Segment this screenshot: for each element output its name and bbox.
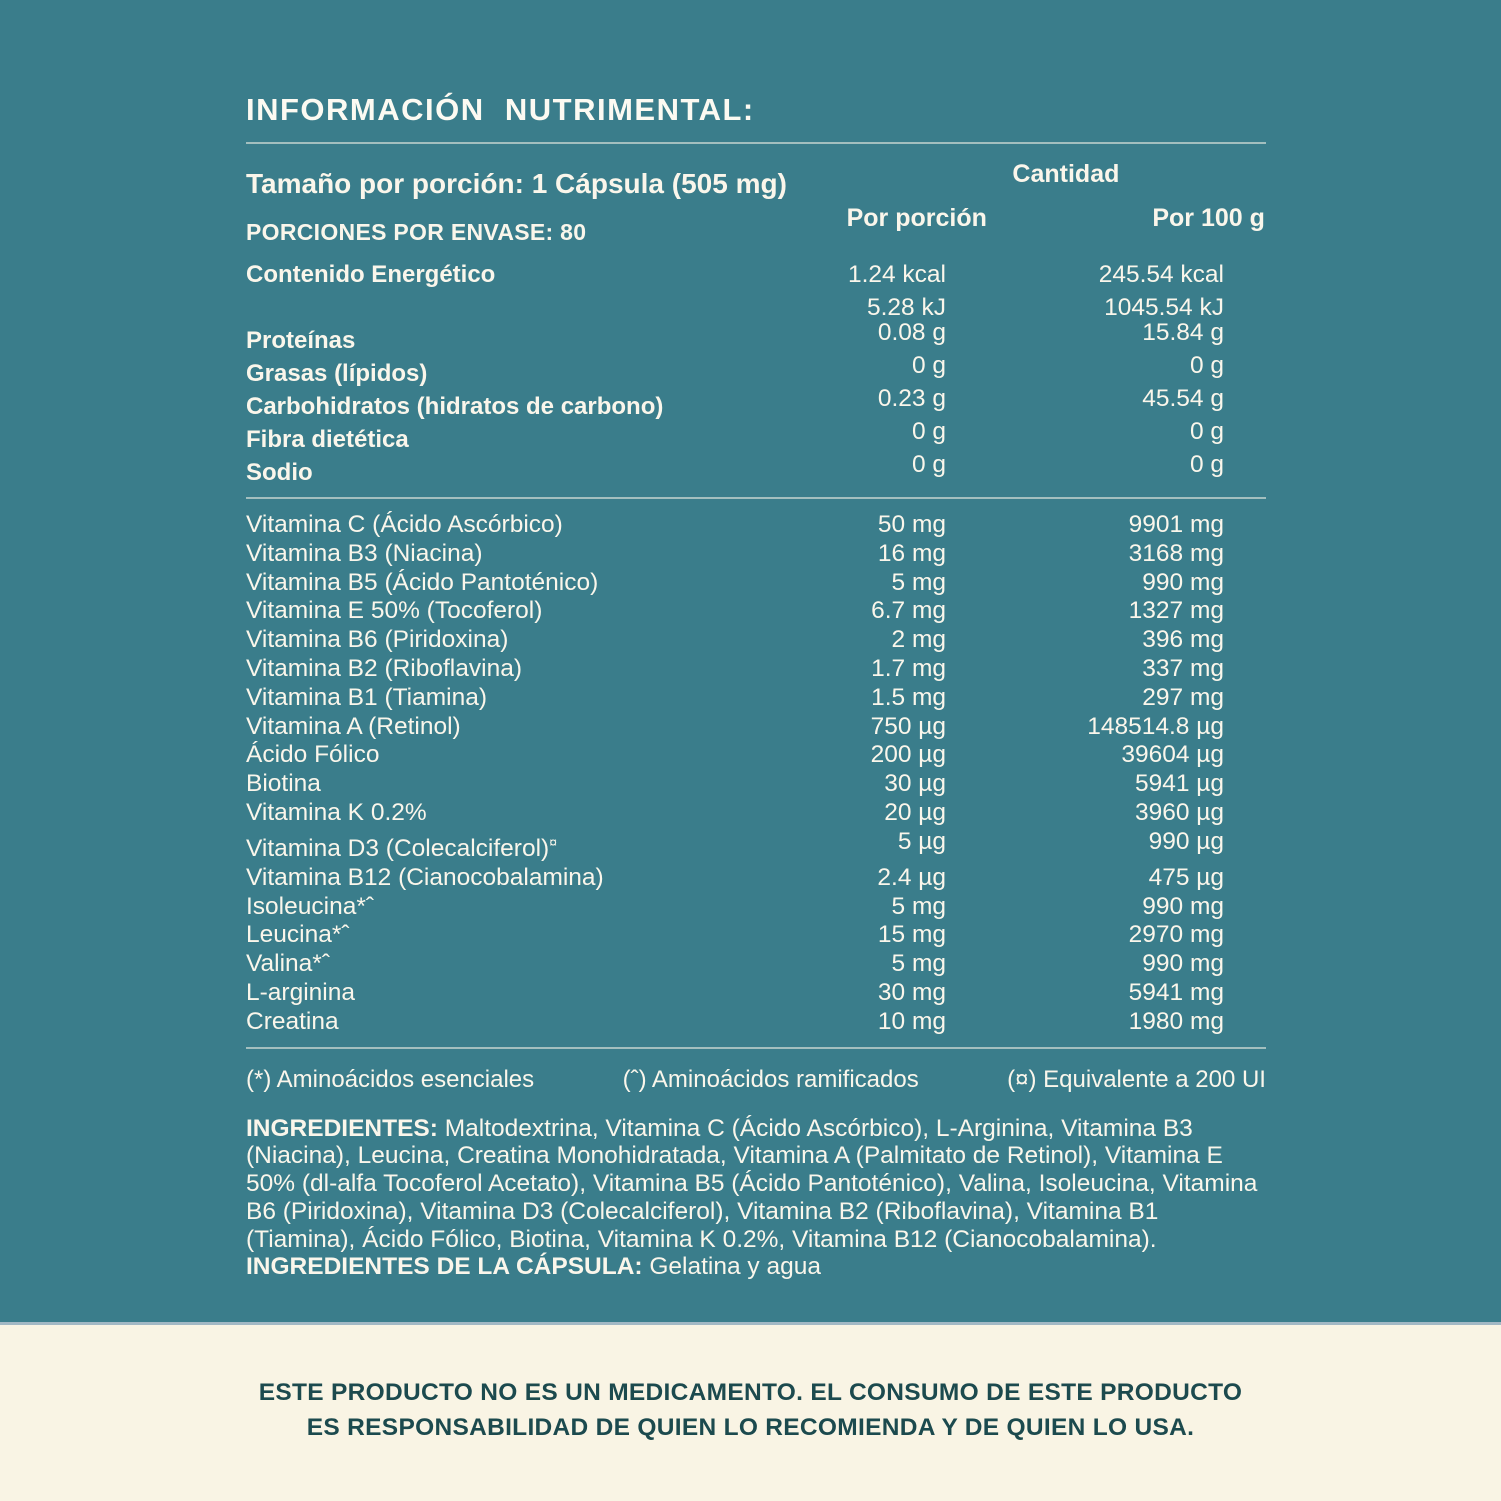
micro-name bbox=[246, 950, 746, 979]
micro-name bbox=[246, 569, 746, 598]
micro-row bbox=[246, 684, 1266, 713]
capsule-ingredients-list: Gelatina y agua bbox=[642, 1253, 821, 1281]
macro-value-per-100g: 0 g bbox=[1189, 451, 1224, 478]
macro-value-per-100g: 1045.54 kJ bbox=[1104, 294, 1224, 321]
micro-value-per-portion: 200 µg bbox=[870, 741, 946, 769]
micro-name bbox=[246, 864, 746, 893]
micro-value-per-100g: 148514.8 µg bbox=[1087, 712, 1224, 740]
micro-value-per-portion: 1.7 mg bbox=[871, 654, 946, 682]
macro-row bbox=[246, 451, 1266, 489]
micro-value-per-portion: 5 µg bbox=[897, 827, 946, 855]
micro-row bbox=[246, 569, 1266, 598]
micro-row bbox=[246, 741, 1266, 770]
micro-value-per-100g: 2970 mg bbox=[1128, 921, 1224, 949]
footnote-item: (ˆ) Aminoácidos ramificados bbox=[622, 1065, 919, 1093]
micro-value-per-portion: 750 µg bbox=[870, 712, 946, 740]
micro-row bbox=[246, 864, 1266, 893]
micro-value-per-100g: 1980 mg bbox=[1128, 1007, 1224, 1035]
macro-name: Fibra dietética bbox=[246, 426, 409, 453]
micro-value-per-100g: 5941 µg bbox=[1134, 770, 1224, 798]
title-divider bbox=[246, 142, 1266, 144]
micro-row bbox=[246, 597, 1266, 626]
macro-value-per-100g: 15.84 g bbox=[1142, 319, 1224, 346]
micro-name bbox=[246, 597, 746, 626]
micro-value-per-portion: 5 mg bbox=[891, 892, 946, 920]
micro-value-per-100g: 396 mg bbox=[1142, 626, 1224, 654]
macro-name: Contenido Energético bbox=[246, 261, 496, 288]
micro-value-per-100g: 990 mg bbox=[1142, 568, 1224, 596]
micro-name-text: L-arginina bbox=[246, 978, 355, 1006]
micro-value-per-portion: 2 mg bbox=[891, 626, 946, 654]
micro-name bbox=[246, 713, 746, 742]
macro-value-per-100g: 0 g bbox=[1189, 418, 1224, 445]
micros-table bbox=[246, 511, 1266, 1037]
micro-value-per-portion: 15 mg bbox=[877, 921, 946, 949]
micro-value-per-portion: 6.7 mg bbox=[871, 597, 946, 625]
column-header-per-portion: Por porción bbox=[846, 204, 987, 232]
macro-name: Carbohidratos (hidratos de carbono) bbox=[246, 393, 664, 420]
micro-name-text: Vitamina C (Ácido Ascórbico) bbox=[246, 511, 563, 538]
macros-table bbox=[246, 258, 1266, 489]
micro-value-per-100g: 475 µg bbox=[1148, 863, 1224, 891]
micro-name-text: Vitamina D3 (Colecalciferol) bbox=[246, 834, 550, 862]
micro-row bbox=[246, 655, 1266, 684]
macro-value-per-portion: 0 g bbox=[911, 451, 946, 478]
servings-per-container-label: PORCIONES POR ENVASE: 80 bbox=[246, 219, 587, 245]
micro-name-text: Vitamina B12 (Cianocobalamina) bbox=[246, 863, 604, 891]
micro-name bbox=[246, 741, 746, 770]
ingredients-label: INGREDIENTES: bbox=[246, 1114, 438, 1142]
micro-value-per-100g: 990 mg bbox=[1142, 892, 1224, 920]
column-header-per-100g: Por 100 g bbox=[1152, 204, 1265, 232]
micro-row bbox=[246, 950, 1266, 979]
macro-value-per-100g: 0 g bbox=[1189, 352, 1224, 379]
micro-value-per-portion: 30 mg bbox=[877, 978, 946, 1006]
disclaimer-panel bbox=[0, 1322, 1501, 1501]
micro-row bbox=[246, 921, 1266, 950]
micro-value-per-portion: 2.4 µg bbox=[877, 863, 946, 891]
micro-name bbox=[246, 828, 746, 864]
micro-value-per-portion: 20 µg bbox=[884, 798, 946, 826]
table-header bbox=[246, 160, 1266, 246]
micro-name-text: Biotina bbox=[246, 770, 321, 798]
macro-row bbox=[246, 258, 1266, 291]
micro-name bbox=[246, 799, 746, 828]
micro-value-per-portion: 10 mg bbox=[877, 1007, 946, 1035]
micro-name-text: Vitamina B1 (Tiamina) bbox=[246, 683, 488, 711]
macro-name: Grasas (lípidos) bbox=[246, 360, 428, 387]
footnote-item: (*) Aminoácidos esenciales bbox=[246, 1065, 535, 1093]
micro-name bbox=[246, 626, 746, 655]
micro-name-text: Valina*ˆ bbox=[246, 950, 330, 978]
micro-value-per-100g: 1327 mg bbox=[1128, 597, 1224, 625]
micro-name bbox=[246, 684, 746, 713]
micro-name bbox=[246, 655, 746, 684]
micro-value-per-100g: 3960 µg bbox=[1134, 798, 1224, 826]
macro-value-per-portion: 0.08 g bbox=[877, 319, 946, 346]
micro-value-per-portion: 1.5 mg bbox=[871, 683, 946, 711]
ingredients-list: Maltodextrina, Vitamina C (Ácido Ascórbico), L-Arginina, Vitamina B3 (Niacina), Leucina, Creatina Monohidratada, Vitamina A (Palmitato de Retinol), Vitamina E 50% (dl-alfa Tocoferol Acetato), Vitamina B5 (Ácido Pantoténico), Valina, Isoleucina, Vitamina B6 (Piridoxina), Vitamina D3 (Colecalciferol), Vitamina B2 (Riboflavina), Vitamina B1 (Tiamina), Ácido Fólico, Biotina, Vitamina K 0.2%, Vitamina B12 (Cianocobalamina). bbox=[246, 1114, 1258, 1253]
micro-name-text: Vitamina E 50% (Tocoferol) bbox=[246, 597, 543, 625]
micro-value-per-100g: 297 mg bbox=[1142, 683, 1224, 711]
ingredients-paragraph bbox=[246, 1115, 1266, 1282]
micro-row bbox=[246, 1008, 1266, 1037]
micro-row bbox=[246, 540, 1266, 569]
macro-name: Sodio bbox=[246, 459, 313, 486]
micro-value-per-100g: 3168 mg bbox=[1128, 539, 1224, 567]
micro-row bbox=[246, 626, 1266, 655]
macro-value-per-portion: 5.28 kJ bbox=[867, 294, 946, 321]
macro-value-per-portion: 0.23 g bbox=[877, 385, 946, 412]
micro-name bbox=[246, 770, 746, 799]
micro-row bbox=[246, 799, 1266, 828]
micro-name bbox=[246, 921, 746, 950]
macro-value-per-100g: 45.54 g bbox=[1142, 385, 1224, 412]
micro-name bbox=[246, 979, 746, 1008]
micros-divider bbox=[246, 1047, 1266, 1049]
micro-name-text: Vitamina B2 (Riboflavina) bbox=[246, 654, 522, 682]
micro-name-text: Creatina bbox=[246, 1007, 339, 1035]
micro-name-text: Vitamina B5 (Ácido Pantoténico) bbox=[246, 568, 599, 596]
footnote-item: (¤) Equivalente a 200 UI bbox=[1007, 1065, 1266, 1093]
micro-value-per-100g: 990 mg bbox=[1142, 950, 1224, 978]
micro-value-per-portion: 5 mg bbox=[891, 568, 946, 596]
micro-row bbox=[246, 713, 1266, 742]
micro-name-text: Isoleucina*ˆ bbox=[246, 892, 375, 920]
macros-divider bbox=[246, 497, 1266, 499]
capsule-ingredients-label: INGREDIENTES DE LA CÁPSULA: bbox=[246, 1253, 643, 1281]
micro-value-per-portion: 30 µg bbox=[884, 770, 946, 798]
micro-row bbox=[246, 979, 1266, 1008]
disclaimer-text bbox=[259, 1375, 1243, 1501]
micro-name-text: Vitamina K 0.2% bbox=[246, 798, 427, 826]
disclaimer-line-2: ES RESPONSABILIDAD DE QUIEN LO RECOMIENDA Y DE QUIEN LO USA. bbox=[306, 1414, 1195, 1441]
micro-row bbox=[246, 893, 1266, 922]
macro-value-per-portion: 0 g bbox=[911, 352, 946, 379]
micro-name bbox=[246, 540, 746, 569]
page-title: INFORMACIÓN NUTRIMENTAL: bbox=[246, 92, 755, 127]
micro-value-per-100g: 9901 mg bbox=[1128, 511, 1224, 538]
macro-value-per-portion: 1.24 kcal bbox=[847, 261, 946, 288]
macro-name: Proteínas bbox=[246, 327, 356, 354]
micro-value-per-100g: 990 µg bbox=[1148, 827, 1224, 855]
disclaimer-line-1: ESTE PRODUCTO NO ES UN MEDICAMENTO. EL CONSUMO DE ESTE PRODUCTO bbox=[258, 1379, 1243, 1406]
micro-value-per-portion: 5 mg bbox=[891, 950, 946, 978]
micro-name bbox=[246, 511, 746, 540]
macro-value-per-portion: 0 g bbox=[911, 418, 946, 445]
micro-name bbox=[246, 1008, 746, 1037]
quantity-header: Cantidad bbox=[1012, 160, 1120, 188]
micro-value-per-portion: 50 mg bbox=[877, 511, 946, 538]
footnote-marker: ¤ bbox=[549, 833, 557, 850]
micro-row bbox=[246, 511, 1266, 540]
micro-name-text: Ácido Fólico bbox=[246, 741, 380, 769]
micro-name-text: Vitamina B6 (Piridoxina) bbox=[246, 626, 509, 654]
micro-value-per-portion: 16 mg bbox=[877, 539, 946, 567]
micro-value-per-100g: 5941 mg bbox=[1128, 978, 1224, 1006]
micro-name-text: Leucina*ˆ bbox=[246, 921, 350, 949]
micro-name-text: Vitamina A (Retinol) bbox=[246, 712, 461, 740]
micro-row bbox=[246, 828, 1266, 864]
micro-value-per-100g: 337 mg bbox=[1142, 654, 1224, 682]
serving-size-label: Tamaño por porción: 1 Cápsula (505 mg) bbox=[246, 168, 787, 199]
macro-value-per-100g: 245.54 kcal bbox=[1098, 261, 1224, 288]
micro-row bbox=[246, 770, 1266, 799]
micro-value-per-100g: 39604 µg bbox=[1121, 741, 1224, 769]
micro-name bbox=[246, 893, 746, 922]
micro-name-text: Vitamina B3 (Niacina) bbox=[246, 539, 483, 567]
footnotes bbox=[246, 1066, 1266, 1094]
